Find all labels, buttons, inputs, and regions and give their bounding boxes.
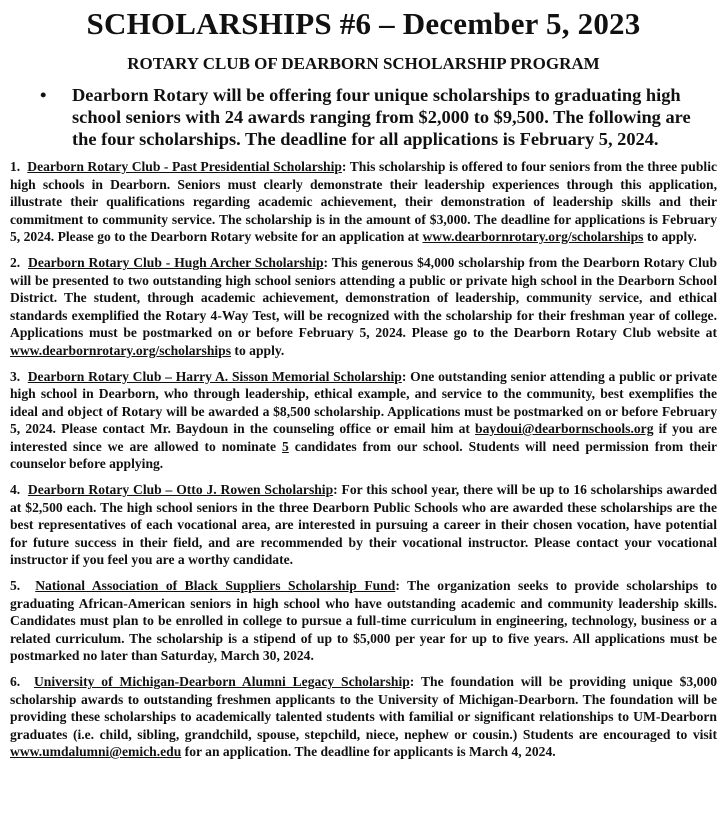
scholarship-item-5: [10, 577, 717, 665]
scholarship-link[interactable]: www.dearbornrotary.org/scholarships: [10, 342, 232, 358]
scholarship-heading: University of Michigan-Dearborn Alumni Legacy Scholarship: [33, 674, 410, 689]
scholarship-description: One outstanding senior attending a public or private high school in Dearborn, who through leadership, ethical example, and service to the community, best exemplifies the ideal and object of Rotary will be awarded a $8,500 scholarship. Applications must be postmarked on or before February 5, 2024. Please contact Mr. Baydoun in the counseling office or email him at: [10, 368, 717, 436]
scholarship-description: The foundation will be providing unique $3,000 scholarship awards to outstanding freshmen applicants to the University of Michigan-Dearborn. The foundation will be providing these scholarships to academically talented students with familial or significant relationships to UM-Dearborn graduates (i.e. child, sibling, grandchild, spouse, stepchild, niece, nephew or cousin.) Students are encouraged to visit: [10, 674, 717, 742]
heading-colon: :: [409, 674, 415, 689]
bullet-icon: •: [40, 85, 47, 105]
scholarship-description-end: to apply.: [643, 229, 697, 244]
heading-colon: :: [333, 482, 338, 497]
page-title: SCHOLARSHIPS #6 – December 5, 2023: [86, 6, 641, 41]
heading-colon: :: [341, 159, 347, 174]
candidate-count: 5: [282, 438, 289, 454]
item-number: 2.: [10, 255, 21, 270]
scholarship-description-end: to apply.: [231, 342, 285, 358]
scholarship-description-end: candidates from our school. Students will need permission from their counselor before applying.: [10, 438, 717, 471]
scholarship-description-end: for an application. The deadline for applicants is March 4, 2024.: [181, 744, 556, 759]
scholarship-description: For this school year, there will be up to 16 scholarships awarded at $2,500 each. The high school seniors in the three Dearborn Public Schools who are awarded these scholarships are the best representatives of each vocational area, are interested in pursuing a career in their chosen vocation, have potential for future success in their field, and are recommended by their vocational instructor. Please contact your vocational instructor if you feel you are a worthy candidate.: [10, 482, 718, 567]
intro-bullet-paragraph: [40, 84, 717, 150]
scholarship-description-middle: if you are interested since we are allowed to nominate: [10, 421, 717, 454]
scholarship-heading: National Association of Black Suppliers Scholarship Fund: [35, 578, 396, 593]
item-number: 3.: [10, 368, 21, 384]
scholarship-item-3: [10, 368, 717, 473]
scholarship-item-6: [10, 673, 717, 761]
item-number: 1.: [10, 159, 21, 174]
scholarship-description: The organization seeks to provide scholarships to graduating African-American seniors in high school who have outstanding academic and community leadership skills. Candidates must plan to be enrolled in college to pursue a full-time curriculum in engineering, technology, business or a related curriculum. The scholarship is a stipend of up to $5,000 per year for up to five years. All applications must be postmarked no later than Saturday, March 30, 2024.: [10, 578, 718, 663]
item-number: 6.: [10, 674, 21, 689]
scholarship-item-2: [10, 254, 717, 359]
scholarship-link[interactable]: www.umdalumni@emich.edu: [10, 744, 182, 759]
email-link[interactable]: baydoui@dearbornschools.org: [475, 421, 654, 436]
heading-colon: :: [323, 255, 329, 270]
scholarship-link[interactable]: www.dearbornrotary.org/scholarships: [422, 229, 644, 244]
scholarship-heading: Dearborn Rotary Club - Hugh Archer Scholarship: [28, 255, 324, 270]
program-subtitle: ROTARY CLUB OF DEARBORN SCHOLARSHIP PROGRAM: [127, 54, 600, 73]
scholarship-heading: Dearborn Rotary Club – Otto J. Rowen Scholarship: [27, 482, 334, 497]
scholarship-description: This scholarship is offered to four seniors from the three public high schools in Dearborn. Seniors must clearly demonstrate their leadership experiences through this application, illustrate their qualifications regarding academic achievement, their demonstration of leadership skills and their commitment to community service. The scholarship is in the amount of $3,000. The deadline for applications is February 5, 2024. Please go to the Dearborn Rotary website for an application at: [10, 159, 718, 244]
scholarship-list: [10, 158, 717, 761]
intro-text: Dearborn Rotary will be offering four unique scholarships to graduating high school seniors with 24 awards ranging from $2,000 to $9,500. The following are the four scholarships. The deadline for all applications is February 5, 2024.: [72, 85, 691, 149]
item-number: 5.: [10, 578, 21, 593]
scholarship-description: This generous $4,000 scholarship from the Dearborn Rotary Club will be presented to two outstanding high school seniors attending a public or private high school in the Dearborn School District. The student, through academic achievement, demonstration of leadership, community service, and ethical standards exemplified the Rotary 4-Way Test, will be recognized with the scholarship for their freshman year of college. Applications must be postmarked on or before February 5, 2024. Please go to the Dearborn Rotary Club website at: [10, 255, 717, 340]
scholarship-item-4: [10, 481, 717, 569]
scholarship-heading: Dearborn Rotary Club – Harry A. Sisson Memorial Scholarship: [27, 368, 402, 384]
heading-colon: :: [395, 578, 400, 593]
item-number: 4.: [10, 482, 21, 497]
scholarship-item-1: [10, 158, 717, 246]
scholarship-heading: Dearborn Rotary Club - Past Presidential Scholarship: [27, 159, 342, 174]
heading-colon: :: [401, 368, 407, 384]
